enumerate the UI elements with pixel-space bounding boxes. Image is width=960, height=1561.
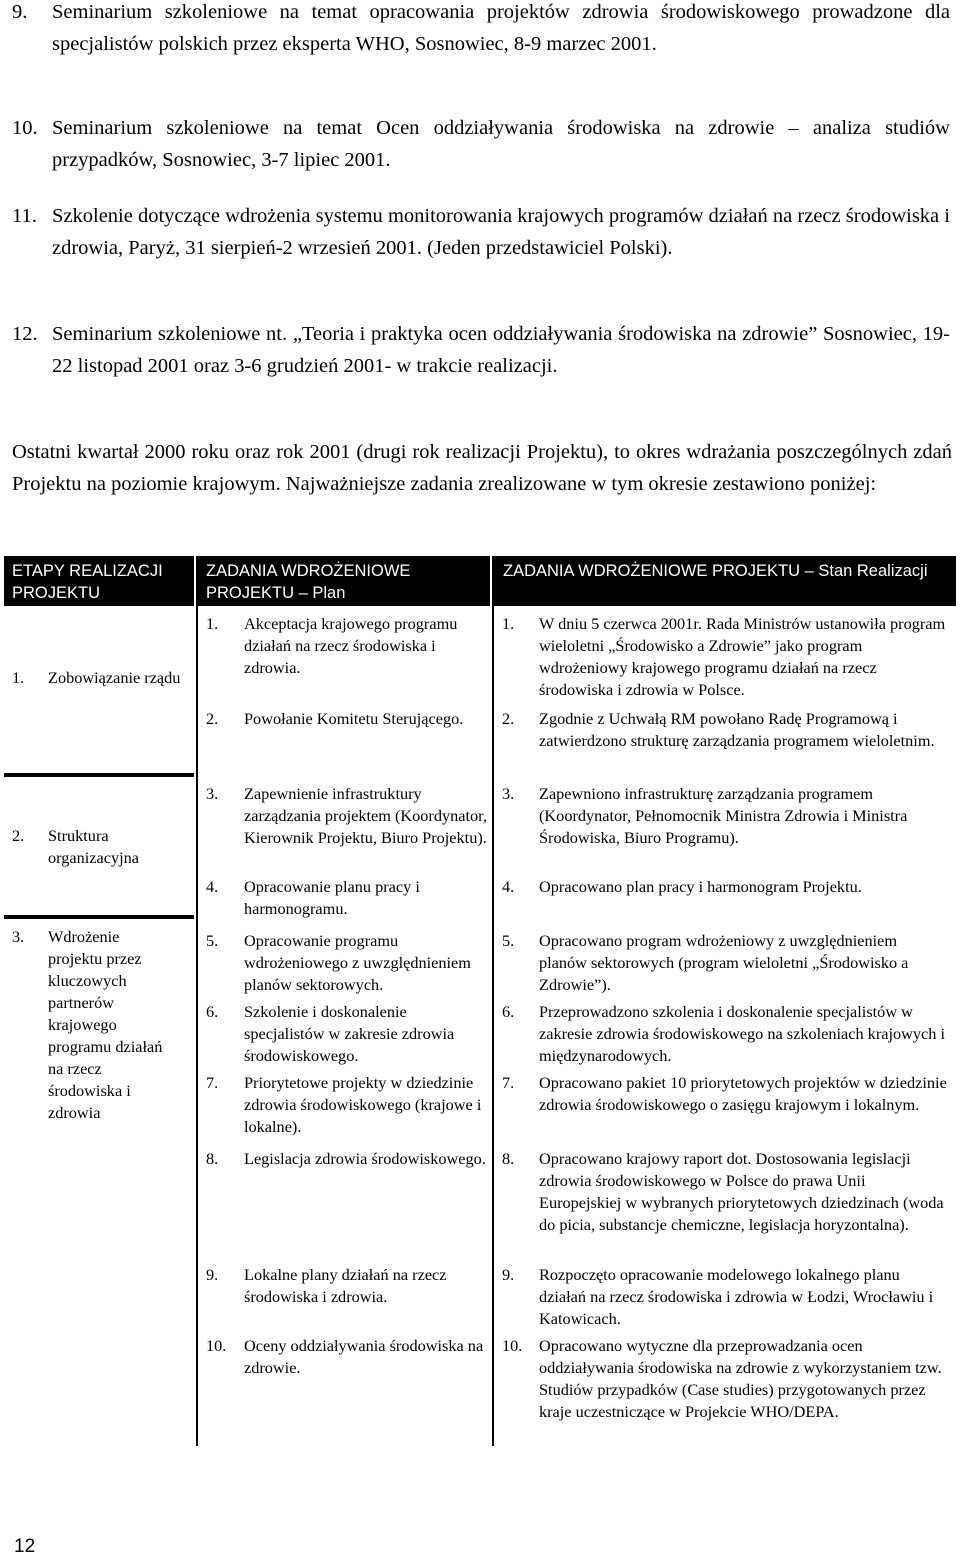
column-separator bbox=[196, 556, 198, 1446]
stage-item bbox=[12, 825, 182, 869]
status-item bbox=[502, 1148, 947, 1236]
plan-text: Szkolenie i doskonalenie specjalistów w zakresie zdrowia środowiskowego. bbox=[244, 1002, 455, 1065]
intro-item-text: Seminarium szkoleniowe na temat opracowania projektów zdrowia środowiskowego prowadzone dla specjalistów polskich przez eksperta WHO, Sosnowiec, 8-9 marzec 2001. bbox=[52, 1, 950, 55]
page-number: 12 bbox=[14, 1536, 36, 1557]
plan-text: Lokalne plany działań na rzecz środowiska i zdrowia. bbox=[244, 1265, 447, 1306]
plan-number: 6. bbox=[206, 1002, 219, 1021]
stage-text: Zobowiązanie rządu bbox=[48, 668, 181, 687]
plan-number: 2. bbox=[206, 709, 219, 728]
status-number: 8. bbox=[502, 1149, 515, 1168]
plan-item bbox=[206, 1072, 488, 1138]
stage-number: 1. bbox=[12, 668, 25, 687]
plan-text: Opracowanie planu pracy i harmonogramu. bbox=[244, 877, 420, 918]
status-text: Zgodnie z Uchwałą RM powołano Radę Programową i zatwierdzono strukturę zarządzania programem wieloletnim. bbox=[539, 709, 935, 750]
plan-item bbox=[206, 613, 488, 679]
status-text: Opracowano plan pracy i harmonogram Projektu. bbox=[539, 877, 862, 896]
plan-item bbox=[206, 1001, 488, 1067]
header-plan: ZADANIA WDROŻENIOWE PROJEKTU – Plan bbox=[206, 562, 411, 602]
header-stages: ETAPY REALIZACJI PROJEKTU bbox=[12, 562, 163, 602]
stage-text: Wdrożenie projektu przez kluczowych partnerów krajowego programu działań na rzecz środowiska i zdrowia bbox=[48, 927, 163, 1122]
header-status: ZADANIA WDROŻENIOWE PROJEKTU – Stan Realizacji bbox=[503, 562, 928, 580]
status-text: Opracowano pakiet 10 priorytetowych projektów w dziedzinie zdrowia środowiskowego o zasięgu krajowym i lokalnym. bbox=[539, 1073, 947, 1114]
summary-paragraph: Ostatni kwartał 2000 roku oraz rok 2001 (drugi rok realizacji Projektu), to okres wdrażania poszczególnych zdań Projektu na poziomie krajowym. Najważniejsze zadania zrealizowane w tym okresie zestawiono poniżej: bbox=[12, 441, 952, 495]
status-item bbox=[502, 708, 947, 752]
plan-text: Legislacja zdrowia środowiskowego. bbox=[244, 1149, 486, 1168]
plan-item bbox=[206, 1264, 488, 1308]
plan-number: 3. bbox=[206, 784, 219, 803]
intro-item-9 bbox=[12, 0, 950, 60]
status-item bbox=[502, 613, 947, 701]
plan-text: Opracowanie programu wdrożeniowego z uwzględnieniem planów sektorowych. bbox=[244, 931, 471, 994]
status-item bbox=[502, 1335, 947, 1423]
status-number: 9. bbox=[502, 1265, 515, 1284]
status-text: Opracowano krajowy raport dot. Dostosowania legislacji zdrowia środowiskowego w Polsce do prawa Unii Europejskiej w wybranych priorytetowych dziedzinach (woda do picia, substancje chemiczne, legislacja horyzontalna). bbox=[539, 1149, 944, 1234]
stage-item bbox=[12, 926, 177, 1124]
plan-text: Powołanie Komitetu Sterującego. bbox=[244, 709, 464, 728]
stage-number: 3. bbox=[12, 927, 25, 946]
stage-item bbox=[12, 667, 182, 689]
status-text: W dniu 5 czerwca 2001r. Rada Ministrów ustanowiła program wieloletni „Środowisko a Zdrowie” jako program wdrożeniowy krajowego programu działań na rzecz środowiska i zdrowia w Polsce. bbox=[539, 614, 946, 699]
status-number: 6. bbox=[502, 1002, 515, 1021]
intro-item-10 bbox=[12, 112, 950, 176]
status-number: 5. bbox=[502, 931, 515, 950]
status-text: Rozpoczęto opracowanie modelowego lokalnego planu działań na rzecz środowiska i zdrowia w Łodzi, Wrocławiu i Katowicach. bbox=[539, 1265, 934, 1328]
plan-item bbox=[206, 708, 488, 730]
intro-item-number: 12. bbox=[12, 323, 38, 345]
status-text: Przeprowadzono szkolenia i doskonalenie specjalistów w zakresie zdrowia środowiskowego na szkoleniach krajowych i międzynarodowych. bbox=[539, 1002, 945, 1065]
plan-number: 8. bbox=[206, 1149, 219, 1168]
status-item bbox=[502, 1001, 947, 1067]
status-text: Opracowano program wdrożeniowy z uwzględnieniem planów sektorowych (program wieloletni „Środowisko a Zdrowie”). bbox=[539, 931, 909, 994]
plan-text: Priorytetowe projekty w dziedzinie zdrowia środowiskowego (krajowe i lokalne). bbox=[244, 1073, 482, 1136]
plan-text: Oceny oddziaływania środowiska na zdrowie. bbox=[244, 1336, 484, 1377]
status-text: Zapewniono infrastrukturę zarządzania programem (Koordynator, Pełnomocnik Ministra Zdrowia i Ministra Środowiska, Biuro Programu). bbox=[539, 784, 908, 847]
intro-item-number: 11. bbox=[12, 205, 37, 227]
status-number: 4. bbox=[502, 877, 515, 896]
plan-item bbox=[206, 876, 488, 920]
stage-separator bbox=[4, 773, 194, 777]
stage-separator bbox=[4, 915, 194, 919]
plan-number: 5. bbox=[206, 931, 219, 950]
intro-item-11 bbox=[12, 200, 950, 264]
plan-number: 10. bbox=[206, 1336, 227, 1355]
plan-item bbox=[206, 1148, 488, 1170]
intro-item-text: Szkolenie dotyczące wdrożenia systemu monitorowania krajowych programów działań na rzecz środowiska i zdrowia, Paryż, 31 sierpień-2 wrzesień 2001. (Jeden przedstawiciel Polski). bbox=[52, 205, 950, 259]
plan-item bbox=[206, 783, 488, 849]
status-item bbox=[502, 1072, 947, 1116]
plan-text: Zapewnienie infrastruktury zarządzania projektem (Koordynator, Kierownik Projektu, Biuro Projektu). bbox=[244, 784, 487, 847]
status-number: 3. bbox=[502, 784, 515, 803]
status-item bbox=[502, 930, 947, 996]
status-item bbox=[502, 1264, 947, 1330]
intro-item-text: Seminarium szkoleniowe na temat Ocen oddziaływania środowiska na zdrowie – analiza studiów przypadków, Sosnowiec, 3-7 lipiec 2001. bbox=[52, 117, 950, 171]
plan-number: 4. bbox=[206, 877, 219, 896]
status-number: 10. bbox=[502, 1336, 523, 1355]
stage-number: 2. bbox=[12, 826, 25, 845]
status-item bbox=[502, 783, 947, 849]
plan-item bbox=[206, 1335, 488, 1379]
intro-item-text: Seminarium szkoleniowe nt. „Teoria i praktyka ocen oddziaływania środowiska na zdrowie” Sosnowiec, 19-22 listopad 2001 oraz 3-6 grudzień 2001- w trakcie realizacji. bbox=[52, 323, 950, 377]
status-item bbox=[502, 876, 947, 898]
status-number: 1. bbox=[502, 614, 515, 633]
status-number: 2. bbox=[502, 709, 515, 728]
plan-item bbox=[206, 930, 488, 996]
column-separator bbox=[492, 556, 494, 1446]
status-text: Opracowano wytyczne dla przeprowadzania ocen oddziaływania środowiska na zdrowie z wykorzystaniem tzw. Studiów przypadków (Case studies) przygotowanych przez kraje uczestniczące w Projekcie WHO/DEPA. bbox=[539, 1336, 942, 1421]
plan-text: Akceptacja krajowego programu działań na rzecz środowiska i zdrowia. bbox=[244, 614, 458, 677]
intro-item-number: 9. bbox=[12, 1, 28, 23]
intro-item-number: 10. bbox=[12, 117, 38, 139]
status-number: 7. bbox=[502, 1073, 515, 1092]
intro-item-12 bbox=[12, 318, 950, 382]
stage-text: Struktura organizacyjna bbox=[48, 826, 140, 867]
plan-number: 1. bbox=[206, 614, 219, 633]
plan-number: 7. bbox=[206, 1073, 219, 1092]
plan-number: 9. bbox=[206, 1265, 219, 1284]
